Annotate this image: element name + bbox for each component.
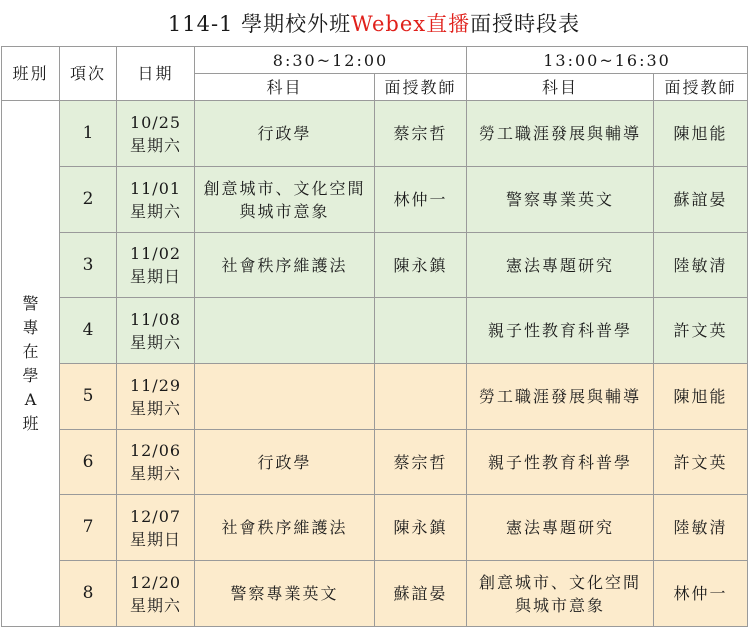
date-value: 10/25	[129, 112, 182, 132]
am-subject-text: 行政學	[257, 124, 312, 143]
header-date: 日期	[117, 47, 195, 101]
item-number-cell	[60, 298, 117, 364]
title-prefix: 114-1 學期校外班	[167, 12, 352, 36]
weekday-value: 星期六	[129, 201, 181, 221]
am-teacher-cell	[375, 495, 467, 561]
item-number-text: 1	[82, 123, 94, 143]
am-subject-cell	[195, 101, 375, 167]
pm-subject-cell	[467, 495, 654, 561]
date-cell	[117, 495, 195, 561]
table-row	[2, 167, 748, 233]
class-name-char: 在	[22, 341, 39, 361]
am-teacher-cell	[375, 430, 467, 495]
item-number-cell	[60, 233, 117, 298]
am-teacher-text: 陳永鎮	[393, 255, 448, 275]
item-number-cell	[60, 495, 117, 561]
table-row	[2, 364, 748, 430]
weekday-value: 星期六	[129, 595, 181, 615]
schedule-body	[2, 101, 748, 627]
page-title	[0, 0, 748, 46]
pm-subject-text: 憲法專題研究	[506, 518, 615, 537]
am-subject-cell	[195, 430, 375, 495]
am-subject-text: 行政學	[257, 452, 312, 472]
class-name-char: A	[24, 389, 37, 409]
header-am-teacher: 面授教師	[375, 74, 467, 101]
date-value: 11/08	[129, 309, 182, 329]
am-teacher-text: 蘇誼晏	[393, 584, 448, 603]
table-row	[2, 298, 748, 364]
pm-teacher-cell	[654, 430, 748, 495]
pm-teacher-text: 陸敏清	[673, 518, 728, 537]
am-teacher-cell	[375, 167, 467, 233]
pm-teacher-text: 陳旭能	[673, 124, 728, 143]
am-subject-cell	[195, 167, 375, 233]
header-pm-teacher: 面授教師	[654, 74, 748, 101]
pm-subject-text: 警察專業英文	[506, 190, 615, 209]
item-number-text: 3	[82, 254, 94, 275]
am-teacher-cell	[375, 561, 467, 627]
pm-subject-text: 憲法專題研究	[506, 255, 615, 275]
pm-subject-text: 勞工職涯發展與輔導	[479, 387, 642, 406]
pm-subject-cell	[467, 167, 654, 233]
date-value: 12/07	[129, 506, 182, 526]
am-teacher-text: 林仲一	[393, 190, 448, 209]
class-name-char: 專	[22, 317, 39, 337]
am-subject-cell	[195, 495, 375, 561]
am-subject-cell	[195, 233, 375, 298]
pm-teacher-text: 陸敏清	[673, 255, 728, 275]
class-name-char: 學	[22, 365, 39, 385]
pm-teacher-cell	[654, 233, 748, 298]
weekday-value: 星期六	[129, 464, 181, 483]
table-row	[2, 101, 748, 167]
pm-teacher-text: 林仲一	[673, 584, 728, 603]
table-row	[2, 495, 748, 561]
pm-subject-cell	[467, 233, 654, 298]
weekday-value: 星期六	[129, 332, 181, 352]
item-number-cell	[60, 364, 117, 430]
date-cell	[117, 430, 195, 495]
title-accent: Webex直播	[351, 12, 471, 36]
header-afternoon: 13:00~16:30	[467, 47, 748, 74]
pm-teacher-cell	[654, 364, 748, 430]
am-teacher-cell	[375, 101, 467, 167]
date-cell	[117, 233, 195, 298]
weekday-value: 星期日	[129, 267, 181, 286]
date-value: 12/06	[129, 441, 182, 460]
am-subject-cell	[195, 561, 375, 627]
am-subject-cell	[195, 364, 375, 430]
weekday-value: 星期六	[129, 135, 181, 155]
pm-teacher-cell	[654, 561, 748, 627]
am-subject-text: 警察專業英文	[230, 584, 339, 603]
schedule-table	[1, 46, 748, 627]
date-value: 11/29	[129, 375, 182, 395]
am-teacher-text: 蔡宗哲	[393, 452, 448, 472]
pm-subject-text: 親子性教育科普學	[488, 321, 633, 340]
item-number-cell	[60, 167, 117, 233]
am-teacher-text: 蔡宗哲	[393, 124, 448, 143]
item-number-text: 5	[82, 386, 94, 406]
date-cell	[117, 101, 195, 167]
pm-teacher-cell	[654, 101, 748, 167]
pm-subject-cell	[467, 101, 654, 167]
weekday-value: 星期六	[129, 398, 181, 418]
class-name-char: 警	[22, 293, 39, 313]
item-number-text: 6	[82, 451, 94, 472]
am-teacher-cell	[375, 233, 467, 298]
title-suffix: 面授時段表	[470, 12, 581, 36]
pm-teacher-text: 陳旭能	[673, 387, 728, 406]
item-number-text: 8	[82, 583, 94, 603]
header-morning: 8:30~12:00	[195, 47, 467, 74]
pm-subject-text: 親子性教育科普學	[488, 452, 633, 472]
pm-subject-text: 創意城市、文化空間與城市意象	[479, 572, 642, 615]
pm-subject-cell	[467, 364, 654, 430]
header-am-subject: 科目	[195, 74, 375, 101]
date-value: 11/01	[129, 178, 182, 198]
item-number-cell	[60, 561, 117, 627]
item-number-cell	[60, 101, 117, 167]
am-teacher-cell	[375, 298, 467, 364]
item-number-text: 7	[82, 517, 94, 537]
pm-teacher-cell	[654, 167, 748, 233]
pm-subject-cell	[467, 561, 654, 627]
date-cell	[117, 561, 195, 627]
am-subject-text: 社會秩序維護法	[221, 255, 348, 275]
header-class: 班別	[2, 47, 60, 101]
pm-subject-text: 勞工職涯發展與輔導	[479, 124, 642, 143]
header-item: 項次	[60, 47, 117, 101]
am-subject-cell	[195, 298, 375, 364]
am-teacher-text: 陳永鎮	[393, 518, 448, 537]
pm-teacher-text: 許文英	[673, 452, 728, 472]
am-subject-text: 社會秩序維護法	[221, 518, 348, 537]
am-subject-text: 創意城市、文化空間與城市意象	[203, 178, 366, 221]
date-cell	[117, 167, 195, 233]
class-name-char: 班	[22, 413, 39, 433]
am-teacher-cell	[375, 364, 467, 430]
pm-teacher-cell	[654, 298, 748, 364]
header-pm-subject: 科目	[467, 74, 654, 101]
pm-teacher-text: 蘇誼晏	[673, 190, 728, 209]
date-value: 11/02	[129, 244, 182, 263]
date-value: 12/20	[129, 572, 182, 592]
pm-subject-cell	[467, 298, 654, 364]
weekday-value: 星期日	[129, 529, 181, 549]
table-row	[2, 561, 748, 627]
item-number-cell	[60, 430, 117, 495]
date-cell	[117, 298, 195, 364]
pm-teacher-text: 許文英	[673, 321, 728, 340]
date-cell	[117, 364, 195, 430]
item-number-text: 4	[82, 320, 94, 340]
pm-subject-cell	[467, 430, 654, 495]
table-row	[2, 233, 748, 298]
item-number-text: 2	[82, 189, 94, 209]
class-name-cell	[2, 101, 60, 627]
table-row	[2, 430, 748, 495]
pm-teacher-cell	[654, 495, 748, 561]
